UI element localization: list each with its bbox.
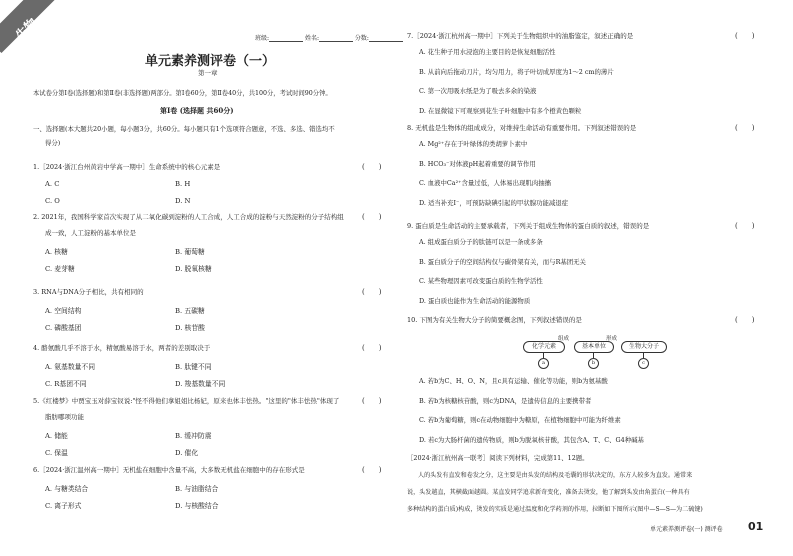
- option-d: D. 催化: [175, 449, 199, 457]
- diagram-arrow-compose: 组成: [558, 336, 570, 342]
- option-c: C. R基团不同: [45, 380, 87, 388]
- option-c: C. O: [45, 197, 60, 205]
- question-stem: 4. 酪氨酸几乎不溶于水，精氨酸易溶于水，两者的差别取决于: [33, 344, 211, 352]
- option-a: A. 花生种子用水浸泡的主要目的是恢复细胞活性: [419, 48, 556, 56]
- diagram-label-c: c: [638, 358, 649, 369]
- diagram-arrow-form: 形成: [606, 336, 618, 342]
- page-title: 单元素养测评卷（一）: [145, 54, 276, 69]
- passage-line: 人的头发有直发和卷发之分，这主要是由头发的结构及毛囊的形状决定的，东方人较多为直发。通常来: [418, 472, 693, 479]
- option-a: A. 空间结构: [45, 307, 82, 315]
- class-label: 班级:: [255, 35, 270, 42]
- question-stem: 2. 2021年，我国科学家首次实现了从二氧化碳到淀粉的人工合成，人工合成的淀粉与天然淀粉的分子结构组: [33, 213, 344, 221]
- option-a: A. 组成蛋白质分子的肽链可以是一条或多条: [419, 238, 543, 246]
- option-d: D. N: [175, 197, 191, 205]
- answer-paren: ( ): [362, 163, 382, 171]
- answer-paren: ( ): [735, 124, 755, 132]
- name-blank[interactable]: [319, 34, 353, 42]
- answer-paren: ( ): [362, 466, 382, 474]
- section1-text-cont: 得分): [45, 139, 61, 147]
- question-stem: 10. 下图为有关生物大分子的简要概念图，下列叙述错误的是: [407, 316, 582, 324]
- diagram-box-macromolecule: 生物大分子: [621, 341, 667, 353]
- option-b: B. 若b为核糖核苷酸，则c为DNA，是遗传信息的主要携带者: [419, 396, 592, 405]
- page-number: 01: [748, 520, 764, 533]
- diagram-label-a: a: [538, 358, 549, 369]
- option-a: A. 氨基数量不同: [45, 363, 96, 371]
- option-a: A. 与糖类结合: [45, 485, 89, 493]
- option-b: B. 肽键不同: [175, 363, 212, 371]
- option-b: B. 与油脂结合: [175, 485, 219, 493]
- option-c: C. 血液中Ca²⁺含量过低，人体易出现肌肉抽搐: [419, 179, 551, 187]
- answer-paren: ( ): [362, 344, 382, 352]
- name-label: 姓名:: [304, 35, 319, 42]
- subject-label: 生物: [12, 15, 40, 43]
- diagram-box-unit: 基本单位: [574, 341, 614, 353]
- answer-paren: ( ): [735, 222, 755, 230]
- passage-tag: ［2024·浙江杭州高一联考］阅读下列材料，完成第11、12题。: [407, 454, 589, 462]
- option-a: A. 若b为C、H、O、N，且c具有运输、催化等功能，则b为氨基酸: [419, 377, 608, 385]
- option-a: A. Mg²⁺存在于叶绿体的类胡萝卜素中: [419, 140, 528, 148]
- option-d: D. 羧基数量不同: [175, 380, 226, 388]
- option-d: D. 与核酸结合: [175, 502, 219, 510]
- answer-paren: ( ): [362, 397, 382, 405]
- option-b: B. 缓冲防震: [175, 432, 212, 440]
- option-c: C. 离子形式: [45, 502, 82, 510]
- option-b: B. 从前向后拖动刀片，均匀用力，将子叶切成厚度为1～2 cm的薄片: [419, 67, 614, 76]
- option-c: C. 某些物理因素可改变蛋白质的生物学活性: [419, 277, 543, 285]
- answer-paren: ( ): [735, 316, 755, 324]
- option-b: B. 蛋白质分子的空间结构仅与碳骨架有关，而与R基团无关: [419, 257, 586, 266]
- question-stem: 6.［2024·浙江温州高一期中］无机盐在细胞中含量不高，大多数无机盐在细胞中的存在形式是: [33, 466, 305, 474]
- class-blank[interactable]: [269, 34, 303, 42]
- option-d: D. 若c为大肠杆菌的遗传物质，则b为脱氧核苷酸，其包含A、T、C、G4种碱基: [419, 435, 644, 444]
- question-stem-cont: 成一致，人工淀粉的基本单位是: [45, 229, 136, 237]
- page-subtitle: 第一章: [198, 69, 218, 77]
- option-b: B. HCO₃⁻对体液pH起着重要的调节作用: [419, 159, 536, 168]
- answer-paren: ( ): [362, 288, 382, 296]
- score-label: 分数:: [354, 35, 369, 42]
- question-stem: 7.［2024·浙江杭州高一期中］下列关于生物组织中的油脂鉴定，叙述正确的是: [407, 32, 634, 40]
- score-blank[interactable]: [369, 34, 403, 42]
- question-stem: 8. 无机盐是生物体的组成成分，对维持生命活动有重要作用。下列叙述错误的是: [407, 124, 637, 132]
- diagram-label-b: b: [588, 358, 599, 369]
- question-stem-cont: 脂肪哪项功能: [45, 413, 84, 421]
- option-d: D. 脱氧核糖: [175, 265, 212, 273]
- option-d: D. 在显微镜下可观察到花生子叶细胞中有多个橙黄色颗粒: [419, 106, 582, 115]
- question-stem: 9. 蛋白质是生命活动的主要承载者，下列关于组成生物体的蛋白质的叙述，错误的是: [407, 222, 650, 230]
- question-stem: 1.［2024·浙江台州黄岩中学高一期中］生命系统中的核心元素是: [33, 163, 221, 171]
- option-c: C. 第一次用吸水纸是为了吸去多余的染液: [419, 87, 537, 95]
- option-a: A. 核糖: [45, 248, 68, 256]
- option-c: C. 磷酸基团: [45, 324, 82, 332]
- option-c: C. 若b为葡萄糖，则c在动物细胞中为糖原，在植物细胞中可能为纤维素: [419, 416, 621, 424]
- question-stem: 3. RNA与DNA分子相比，共有相同的: [33, 288, 144, 296]
- answer-paren: ( ): [362, 213, 382, 221]
- intro-text: 本试卷分第Ⅰ卷(选择题)和第Ⅱ卷(非选择题)两部分。第Ⅰ卷60分，第Ⅱ卷40分，共100分，考试时间90分钟。: [33, 90, 332, 97]
- section1-text: 一、选择题(本大题共20小题，每小题3分，共60分。每小题只有1个选项符合题意，不选、多选、错选均不: [33, 125, 335, 133]
- option-a: A. C: [45, 180, 60, 188]
- part1-title: 第Ⅰ卷 (选择题 共60分): [160, 106, 234, 115]
- option-b: B. H: [175, 180, 191, 188]
- footer-label: 单元素养测评卷(一) 测评卷: [650, 526, 723, 533]
- option-d: D. 适当补充I⁻，可预防缺碘引起的甲状腺功能减退症: [419, 198, 569, 207]
- question-stem: 5.《红楼梦》中贾宝玉对薛宝钗说:"怪不得他们拿姐姐比杨妃，原来也体丰怯热。"这里的"体丰怯热"体现了: [33, 397, 340, 405]
- answer-paren: ( ): [735, 32, 755, 40]
- option-d: D. 蛋白质也能作为生命活动的能源物质: [419, 296, 531, 305]
- option-b: B. 五碳糖: [175, 307, 205, 315]
- option-c: C. 麦芽糖: [45, 265, 75, 273]
- diagram-box-elements: 化学元素: [523, 341, 565, 353]
- option-d: D. 核苷酸: [175, 324, 205, 332]
- passage-line: 多种结构的蛋白质)构成，烫发的实质是通过温度和化学药剂的作用，拉断如下图所示(图中—S—S—为二硫键): [407, 506, 703, 513]
- option-a: A. 储能: [45, 432, 68, 440]
- option-b: B. 葡萄糖: [175, 248, 205, 256]
- option-c: C. 保温: [45, 449, 68, 457]
- passage-line: 说，头发越直，其横截面越圆。某直发同学追求新奇变化，准备去烫发，他了解到头发由角蛋白(一种具有: [407, 489, 690, 496]
- header-fields: [255, 33, 403, 42]
